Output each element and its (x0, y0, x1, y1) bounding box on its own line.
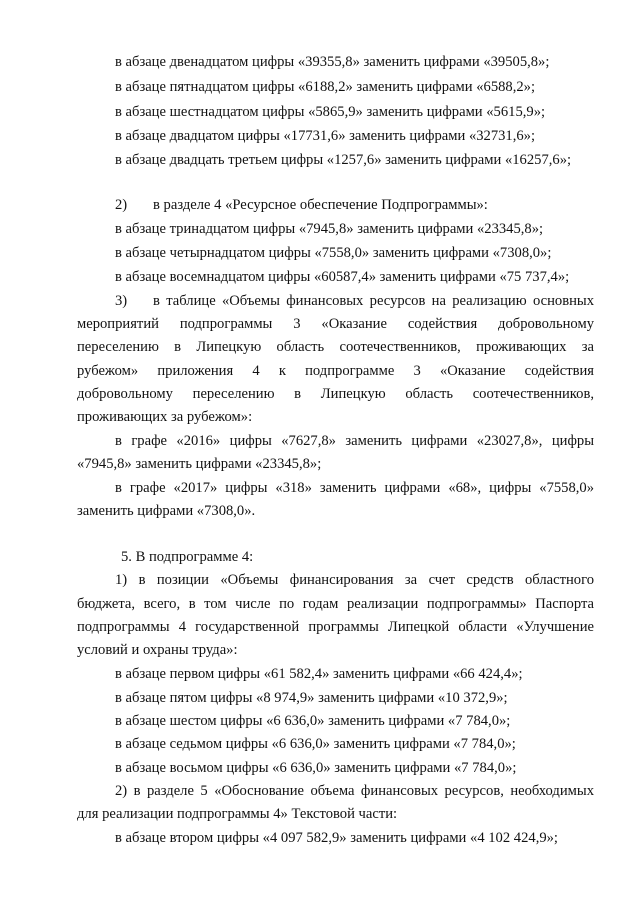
text-line: в абзаце седьмом цифры «6 636,0» заменить цифрами «7 784,0»; (115, 736, 516, 752)
text-line: бюджета, всего, в том числе по годам реализации подпрограммы» Паспорта (77, 596, 594, 612)
item-number: 2) (115, 197, 128, 213)
text-line: в абзаце двенадцатом цифры «39355,8» заменить цифрами «39505,8»; (115, 54, 550, 70)
text-line: переселению в Липецкую область соотечественников, проживающих за (77, 339, 594, 355)
text-line: в абзаце пятнадцатом цифры «6188,2» заменить цифрами «6588,2»; (115, 79, 536, 95)
item-text: в разделе 4 «Ресурсное обеспечение Подпрограммы»: (153, 197, 488, 213)
text-line: заменить цифрами «7308,0». (77, 503, 256, 519)
text-line: 2) в разделе 5 «Обоснование объема финансовых ресурсов, необходимых (115, 783, 594, 799)
text-line: в абзаце первом цифры «61 582,4» заменить цифрами «66 424,4»; (115, 666, 523, 682)
text-line: в абзаце шестнадцатом цифры «5865,9» заменить цифрами «5615,9»; (115, 104, 546, 120)
item-text: в таблице «Объемы финансовых ресурсов на реализацию основных (153, 293, 594, 309)
text-line: в графе «2016» цифры «7627,8» заменить цифрами «23027,8», цифры (115, 433, 594, 449)
text-line: проживающих за рубежом»: (77, 409, 253, 425)
text-line: рубежом» приложения 4 к подпрограмме 3 «Оказание содействия (77, 363, 594, 379)
text-line: в абзаце четырнадцатом цифры «7558,0» заменить цифрами «7308,0»; (115, 245, 552, 261)
item-number: 3) (115, 293, 128, 309)
text-line: в абзаце восьмом цифры «6 636,0» заменить цифрами «7 784,0»; (115, 760, 517, 776)
text-line: 1) в позиции «Объемы финансирования за счет средств областного (115, 572, 594, 588)
text-line: мероприятий подпрограммы 3 «Оказание содействия добровольному (77, 316, 594, 332)
text-line: в абзаце восемнадцатом цифры «60587,4» заменить цифрами «75 737,4»; (115, 269, 570, 285)
section-heading: 5. В подпрограмме 4: (121, 549, 254, 565)
text-line: для реализации подпрограммы 4» Текстовой части: (77, 806, 398, 822)
text-line: в абзаце двадцатом цифры «17731,6» заменить цифрами «32731,6»; (115, 128, 536, 144)
list-item-3 (115, 290, 594, 312)
text-line: в абзаце тринадцатом цифры «7945,8» заменить цифрами «23345,8»; (115, 221, 544, 237)
text-line: условий и охраны труда»: (77, 642, 238, 658)
text-line: в абзаце двадцать третьем цифры «1257,6» заменить цифрами «16257,6»; (115, 152, 572, 168)
text-line: в абзаце шестом цифры «6 636,0» заменить цифрами «7 784,0»; (115, 713, 511, 729)
text-line: подпрограммы 4 государственной программы Липецкой области «Улучшение (77, 619, 594, 635)
text-line: «7945,8» заменить цифрами «23345,8»; (77, 456, 322, 472)
text-line: добровольному переселению в Липецкую область соотечественников, (77, 386, 594, 402)
text-line: в графе «2017» цифры «318» заменить цифрами «68», цифры «7558,0» (115, 480, 594, 496)
text-line: в абзаце пятом цифры «8 974,9» заменить цифрами «10 372,9»; (115, 690, 508, 706)
list-item-2 (115, 194, 594, 216)
text-line: в абзаце втором цифры «4 097 582,9» заменить цифрами «4 102 424,9»; (115, 830, 558, 846)
